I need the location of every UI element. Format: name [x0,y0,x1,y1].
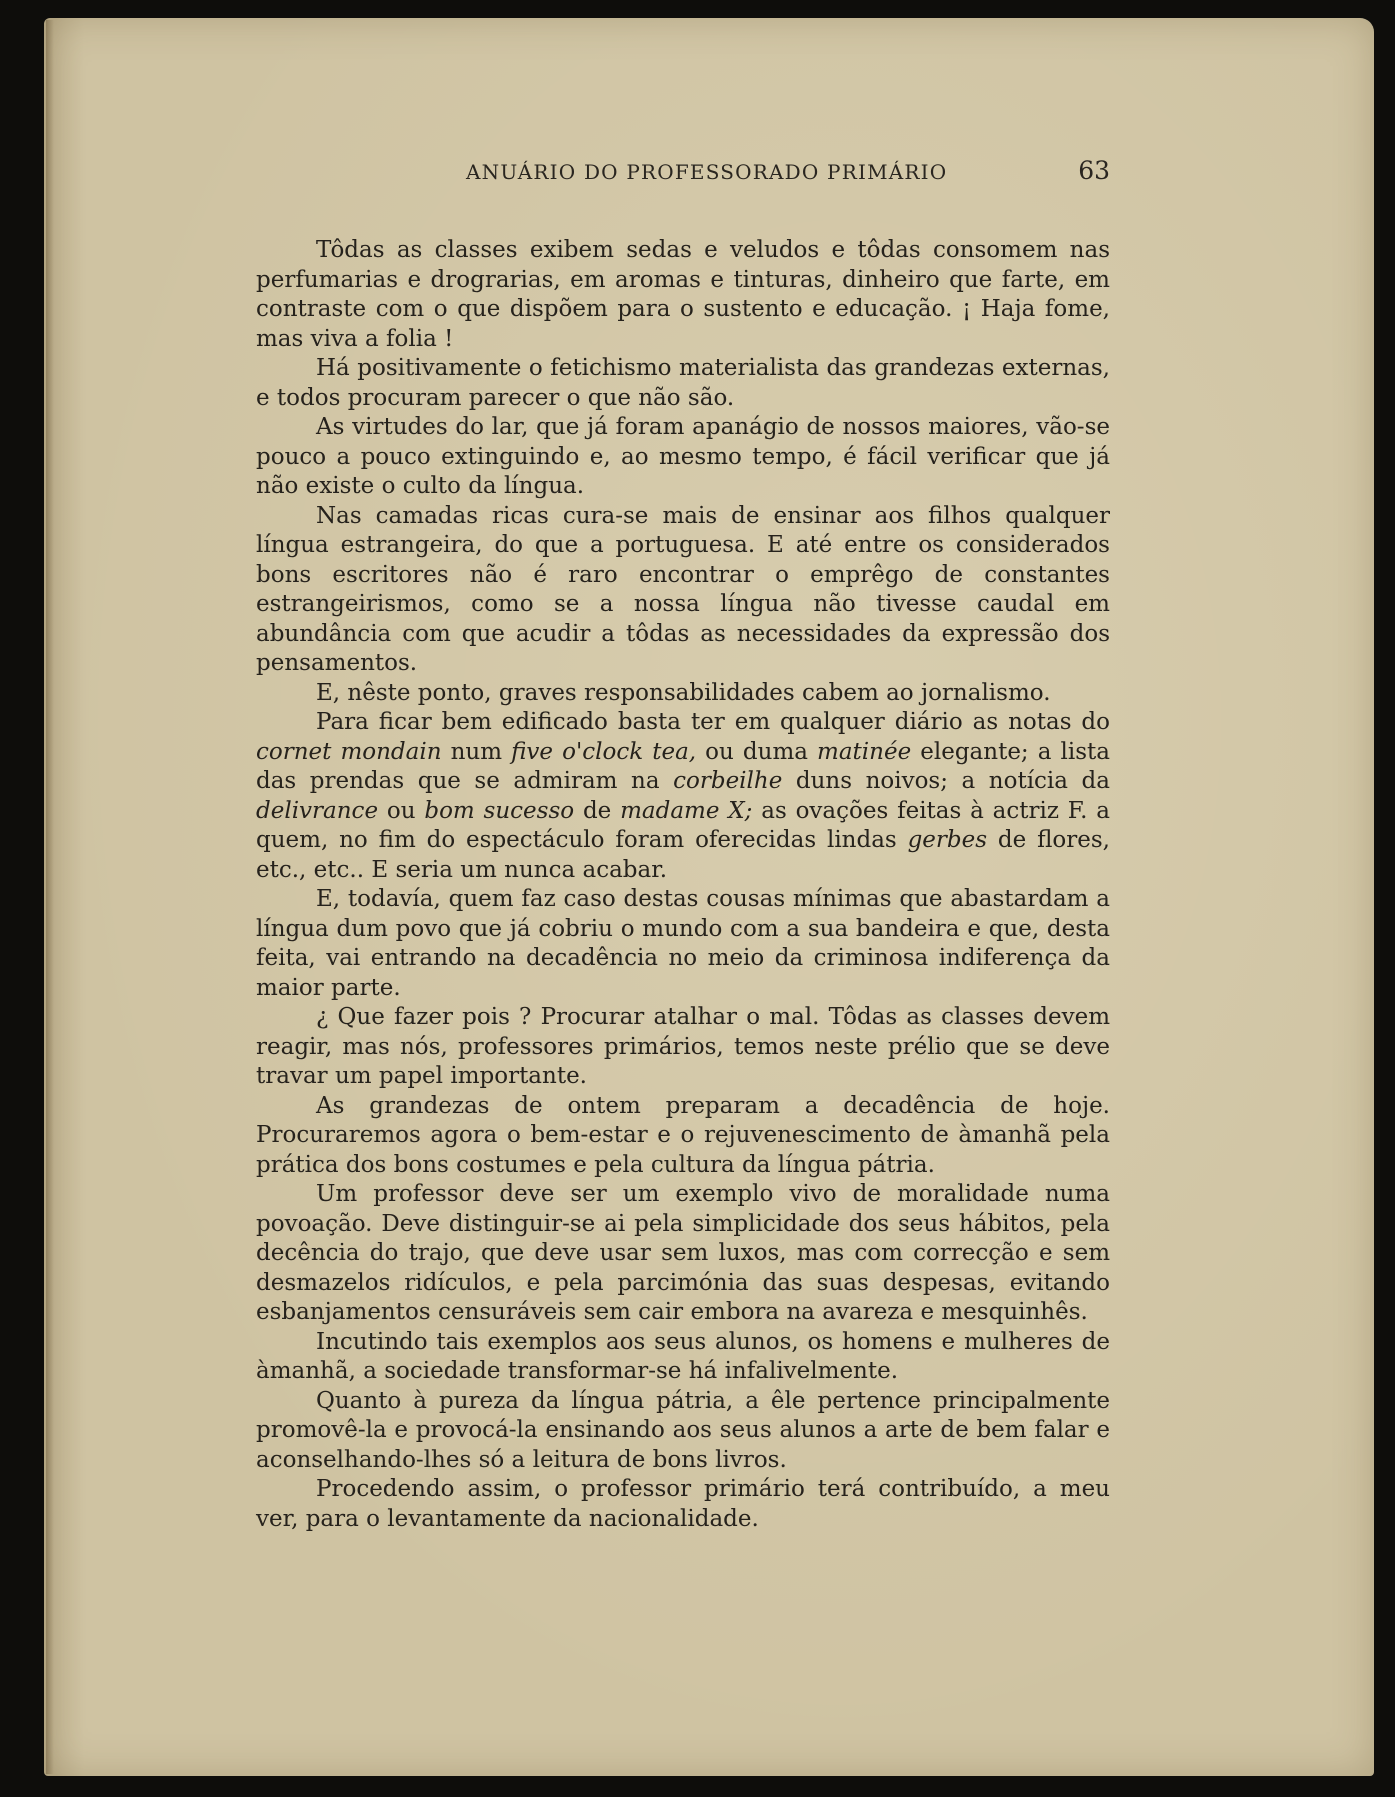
italic-phrase: madame X; [620,797,753,824]
paragraph: Nas camadas ricas cura-se mais de ensinar aos filhos qualquer língua estrangeira, do que a portuguesa. E até entre os considerados bons escritores não é raro encontrar o emprêgo de constantes estrangeirismos, como se a nossa língua não tivesse caudal em abundância com que acudir a tôdas as necessidades da expressão dos pensamentos. [256,502,1110,676]
italic-phrase: cornet mondain [256,738,442,765]
text-run: duns noivos; a notícia da [782,768,1110,794]
paragraph: Há positivamente o fetichismo materialista das grandezas externas, e todos procuram parecer o que não são. [256,355,1110,411]
text-run: elegante; a lista das prendas que se admiram na [256,738,1110,794]
page-number: 63 [1078,156,1110,185]
paragraph: Procedendo assim, o professor primário terá contribuído, a meu ver, para o levantamente da nacionalidade. [256,1476,1110,1532]
paragraph: E, todavía, quem faz caso destas cousas mínimas que abastardam a língua dum povo que já cobriu o mundo com a sua bandeira e que, desta feita, vai entrando na decadência no meio da criminosa indiferença da maior parte. [256,886,1110,1001]
page-body [256,236,1110,1534]
page-header [466,156,1110,192]
paragraph: E, nêste ponto, graves responsabilidades cabem ao jornalismo. [316,679,1051,706]
paragraph: As grandezas de ontem preparam a decadência de hoje. Procuraremos agora o bem-estar e o rejuvenescimento de àmanhã pela prática dos bons costumes e pela cultura da língua pátria. [256,1092,1110,1178]
text-run: ou duma [696,738,818,765]
italic-phrase: five o'clock tea, [511,738,697,765]
italic-phrase: matinée [817,738,912,765]
italic-phrase: bom sucesso [424,797,575,824]
paragraph: As virtudes do lar, que já foram apanágio de nossos maiores, vão-se pouco a pouco extinguindo e, ao mesmo tempo, é fácil verificar que já não existe o culto da língua. [256,414,1110,499]
paragraph: Um professor deve ser um exemplo vivo de moralidade numa povoação. Deve distinguir-se ai pela simplicidade dos seus hábitos, pela decência do trajo, que deve usar sem luxos, mas com correcção e sem desmazelos ridículos, e pela parcimónia das suas despesas, evitando esbanjamentos censuráveis sem cair embora na avareza e mesquinhês. [256,1181,1110,1325]
text-run: de [574,797,621,824]
text-run: ou [378,797,425,824]
text-run: de flores, etc., etc.. E seria um nunca acabar. [256,827,1110,883]
paragraph [256,708,1110,885]
paragraph: Quanto à pureza da língua pátria, a êle pertence principalmente promovê-la e provocá-la ensinando aos seus alunos a arte de bem falar e aconselhando-lhes só a leitura de bons livros. [256,1387,1110,1473]
text-run: as ovações feitas à actriz F. a quem, no fim do espectáculo foram oferecidas lindas [256,797,1110,853]
running-title: ANUÁRIO DO PROFESSORADO PRIMÁRIO [466,160,948,184]
text-run: Para ficar bem edificado basta ter em qualquer diário as notas do [316,709,1110,735]
paragraph: Incutindo tais exemplos aos seus alunos, os homens e mulheres de àmanhã, a sociedade transformar-se há infalivelmente. [256,1328,1110,1384]
italic-phrase: corbeilhe [673,768,783,794]
text-run: num [441,738,512,765]
italic-phrase: delivrance [256,797,379,824]
paragraph: ¿ Que fazer pois ? Procurar atalhar o mal. Tôdas as classes devem reagir, mas nós, professores primários, temos neste prélio que se deve travar um papel importante. [256,1004,1110,1089]
page-binding-shadow [46,20,54,1774]
italic-phrase: gerbes [907,827,988,853]
paragraph: Tôdas as classes exibem sedas e veludos e tôdas consomem nas perfumarias e drograrias, em aromas e tinturas, dinheiro que farte, em contraste com o que dispõem para o sustento e educação. ¡ Haja fome, mas viva a folia ! [256,237,1110,352]
